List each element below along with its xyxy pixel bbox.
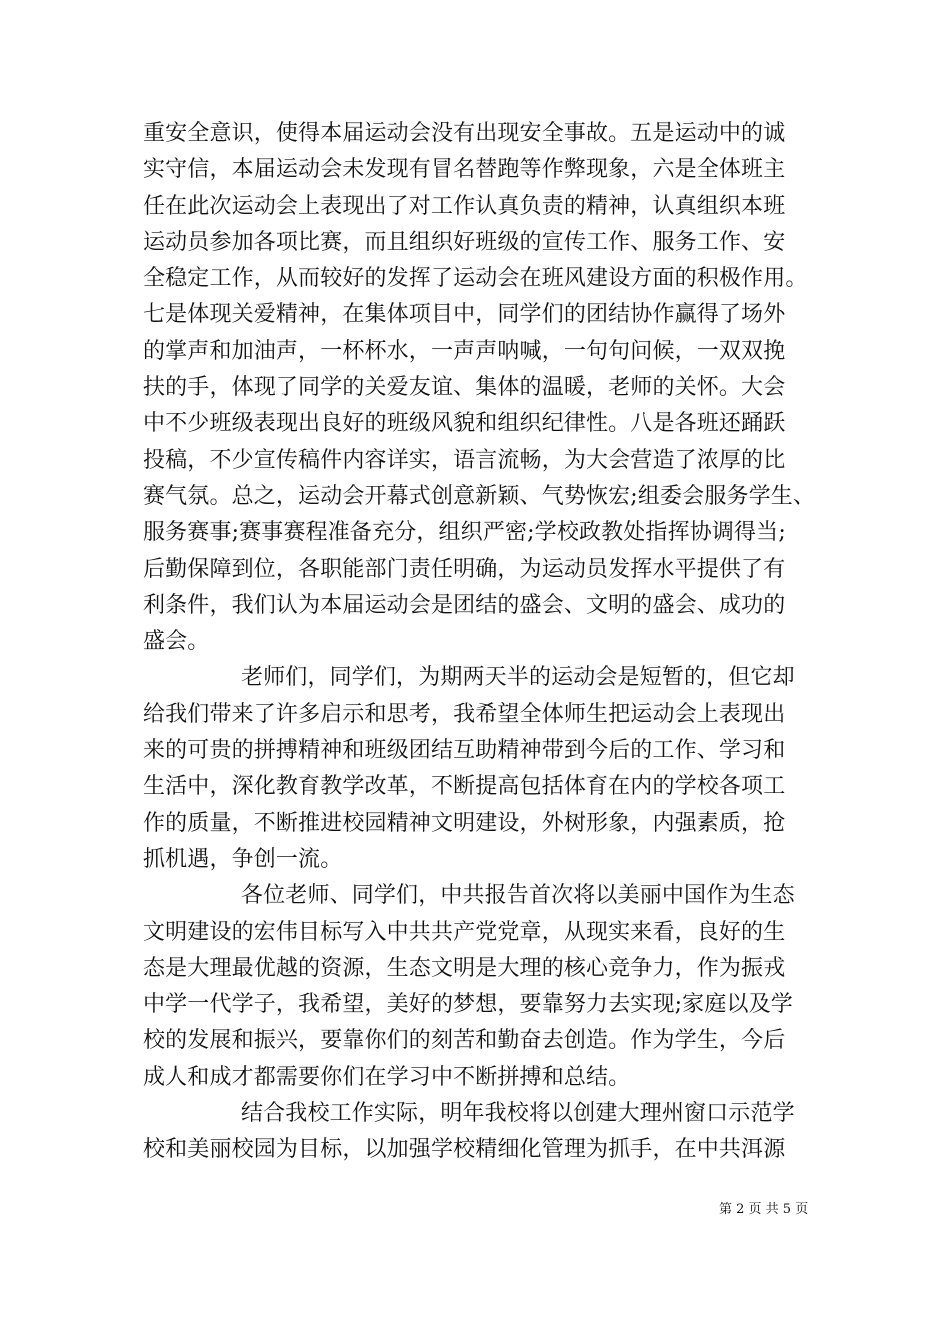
text-line: 中学一代学子，我希望，美好的梦想，要靠努力去实现;家庭以及学	[143, 992, 793, 1018]
text-line: 服务赛事;赛事赛程准备充分，组织严密;学校政教处指挥协调得当;	[143, 520, 786, 546]
text-line: 利条件，我们认为本届运动会是团结的盛会、文明的盛会、成功的	[143, 592, 786, 618]
text-line: 后勤保障到位，各职能部门责任明确，为运动员发挥水平提供了有	[143, 556, 786, 582]
text-line: 结合我校工作实际，明年我校将以创建大理州窗口示范学	[241, 1101, 795, 1127]
text-line: 实守信，本届运动会未发现有冒名替跑等作弊现象，六是全体班主	[143, 157, 786, 183]
text-line: 七是体现关爱精神，在集体项目中，同学们的团结协作赢得了场外	[143, 302, 786, 328]
text-line: 赛气氛。总之，运动会开幕式创意新颖、气势恢宏;组委会服务学生、	[143, 483, 816, 509]
paragraph	[143, 660, 823, 878]
document-body	[143, 116, 823, 1169]
text-line: 校和美丽校园为目标，以加强学校精细化管理为抓手，在中共洱源	[143, 1137, 786, 1163]
text-line: 中不少班级表现出良好的班级风貌和组织纪律性。八是各班还踊跃	[143, 411, 786, 437]
text-line: 抓机遇，争创一流。	[143, 846, 343, 872]
text-line: 重安全意识，使得本届运动会没有出现安全事故。五是运动中的诚	[143, 121, 786, 146]
text-line: 的掌声和加油声，一杯杯水，一声声呐喊，一句句问候，一双双挽	[143, 338, 786, 364]
text-line: 任在此次运动会上表现出了对工作认真负责的精神，认真组织本班	[143, 193, 786, 219]
text-line: 运动员参加各项比赛，而且组织好班级的宣传工作、服务工作、安	[143, 229, 786, 255]
text-line: 文明建设的宏伟目标写入中共共产党党章，从现实来看，良好的生	[143, 919, 786, 945]
text-line: 盛会。	[143, 629, 210, 655]
page-number-footer: 第 2 页 共 5 页	[719, 1202, 809, 1217]
text-line: 校的发展和振兴，要靠你们的刻苦和勤奋去创造。作为学生，今后	[143, 1028, 786, 1054]
text-line: 扶的手，体现了同学的关爱友谊、集体的温暖，老师的关怀。大会	[143, 375, 786, 401]
paragraph	[143, 1096, 823, 1169]
text-line: 作的质量，不断推进校园精神文明建设，外树形象，内强素质，抢	[143, 810, 786, 836]
text-line: 态是大理最优越的资源，生态文明是大理的核心竞争力，作为振戎	[143, 955, 786, 981]
text-line: 各位老师、同学们，中共报告首次将以美丽中国作为生态	[241, 883, 795, 909]
paragraph	[143, 878, 823, 1096]
text-line: 来的可贵的拼搏精神和班级团结互助精神带到今后的工作、学习和	[143, 738, 786, 764]
text-line: 全稳定工作，从而较好的发挥了运动会在班风建设方面的积极作用。	[143, 266, 808, 292]
text-line: 生活中，深化教育教学改革，不断提高包括体育在内的学校各项工	[143, 774, 786, 800]
text-line: 投稿，不少宣传稿件内容详实，语言流畅，为大会营造了浓厚的比	[143, 447, 786, 473]
text-line: 老师们，同学们，为期两天半的运动会是短暂的，但它却	[241, 665, 795, 691]
paragraph	[143, 116, 823, 660]
text-line: 给我们带来了许多启示和思考，我希望全体师生把运动会上表现出	[143, 701, 786, 727]
text-line: 成人和成才都需要你们在学习中不断拼搏和总结。	[143, 1064, 631, 1090]
